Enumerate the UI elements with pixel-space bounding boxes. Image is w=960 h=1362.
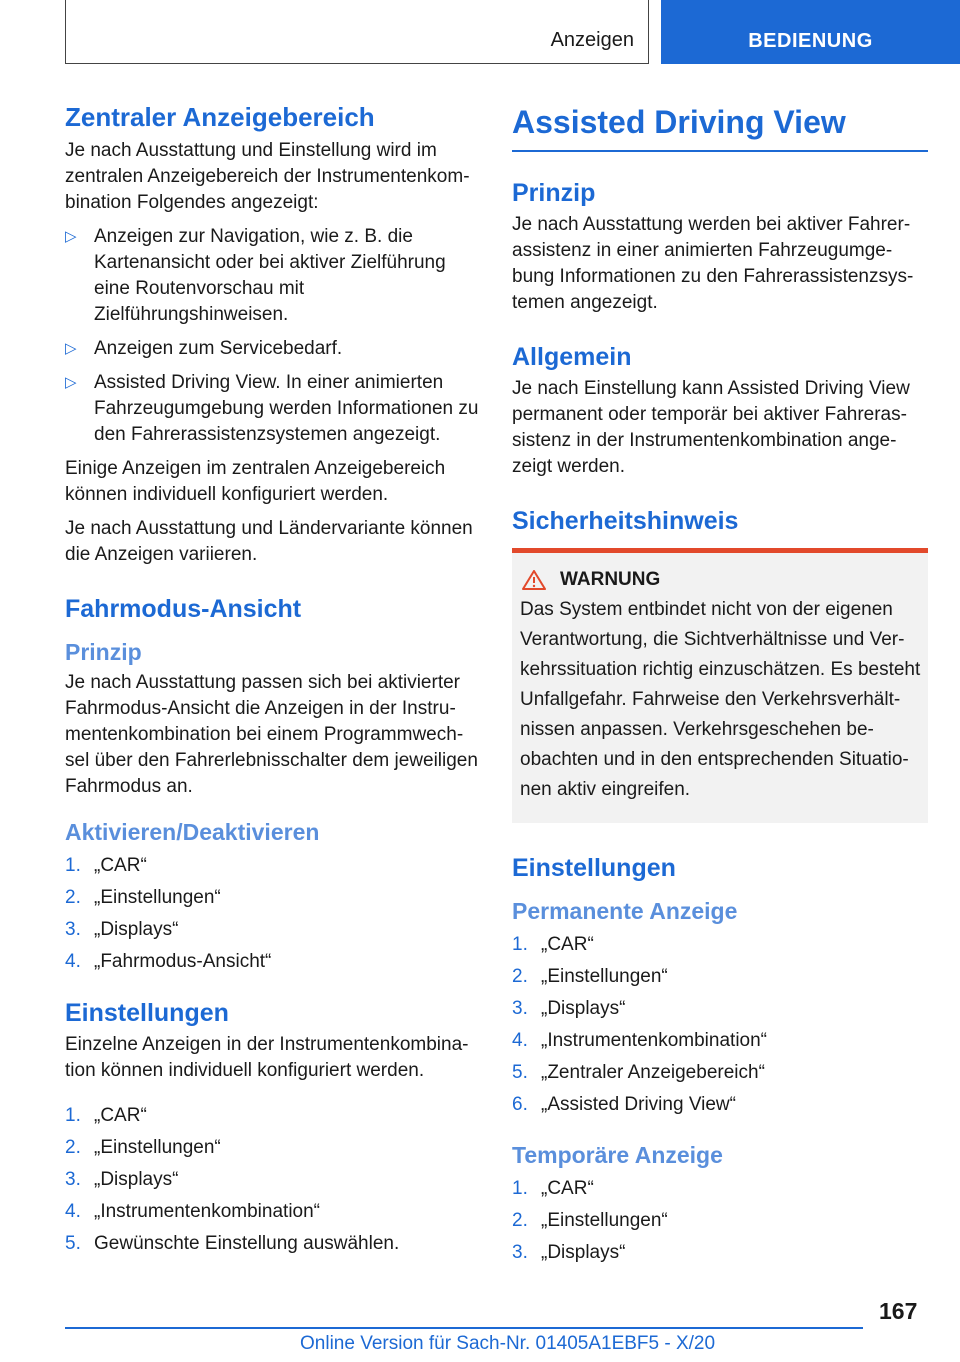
footer-online-version: Online Version für Sach-Nr. 01405A1EBF5 - X/20: [300, 1333, 716, 1354]
prinzip-heading-right: Prinzip: [512, 179, 596, 207]
list-item: 3. „Displays“: [512, 998, 626, 1019]
warning-label: WARNUNG: [560, 569, 661, 590]
list-item: 5. Gewünschte Einstellung auswählen.: [65, 1233, 400, 1254]
einstellungen-heading-right: Einstellungen: [512, 854, 676, 882]
aktivieren-steps: [65, 850, 480, 978]
list-item: 2. „Einstellungen“: [512, 1210, 668, 1231]
list-item: ▷ Anzeigen zum Servicebedarf.: [65, 336, 480, 362]
list-item: 4. „Fahrmodus-Ansicht“: [65, 951, 272, 972]
list-item: 6. „Assisted Driving View“: [512, 1094, 736, 1115]
list-item: 1. „CAR“: [512, 1178, 594, 1199]
einstellungen-text: Einzelne Anzeigen in der Instrumentenkombination können individuell konfiguriert werden.: [65, 1034, 469, 1081]
adv-heading: Assisted Driving View: [512, 100, 928, 152]
page-number: 167: [879, 1298, 918, 1324]
list-item: 3. „Displays“: [65, 1169, 179, 1190]
warning-box: [512, 548, 928, 823]
list-item: 2. „Einstellungen“: [512, 966, 668, 987]
aktivieren-heading: Aktivieren/Deaktivieren: [65, 819, 320, 845]
permanent-heading: Permanente Anzeige: [512, 898, 738, 924]
zentral-paragraph-2: Einige Anzeigen im zentralen Anzeigebereich können individuell konfiguriert werden.: [65, 458, 446, 505]
footer-divider: [65, 1327, 863, 1329]
list-item: 1. „CAR“: [512, 934, 594, 955]
left-column: [65, 100, 480, 1270]
list-item: 1. „CAR“: [65, 1105, 147, 1126]
zentral-bullet-list: [65, 224, 480, 448]
warning-title: [520, 569, 922, 591]
warning-triangle-icon: [522, 570, 546, 590]
list-item: 3. „Displays“: [512, 1242, 626, 1263]
header-section-title: Anzeigen: [550, 29, 634, 51]
permanent-steps: [512, 929, 928, 1121]
zentral-intro: Je nach Ausstattung und Einstellung wird im zentralen Anzeigebereich der Instrumentenkombination Folgendes angezeigt:: [65, 140, 470, 213]
list-item: 1. „CAR“: [65, 855, 147, 876]
right-column: [512, 100, 928, 1279]
list-item: 2. „Einstellungen“: [65, 887, 221, 908]
warning-text: Das System entbindet nicht von der eigenen Verantwortung, die Sichtverhältnisse und Verkehrssituation richtig einzuschätzen. Es besteht Unfallgefahr. Fahrweise den Verkehrsverhältnissen anpassen. Verkehrsgeschehen beobachten und in den entsprechenden Situationen aktiv eingreifen.: [520, 599, 921, 800]
temporaer-heading: Temporäre Anzeige: [512, 1142, 723, 1168]
allgemein-heading: Allgemein: [512, 343, 632, 371]
list-item: 3. „Displays“: [65, 919, 179, 940]
list-item: 5. „Zentraler Anzeigebereich“: [512, 1062, 765, 1083]
header-chapter-tab: BEDIENUNG: [661, 0, 960, 64]
fahrmodus-heading: Fahrmodus-Ansicht: [65, 595, 302, 623]
triangle-bullet-icon: ▷: [65, 374, 77, 391]
list-item: 4. „Instrumentenkombination“: [512, 1030, 767, 1051]
zentral-heading: Zentraler Anzeigebereich: [65, 102, 375, 132]
triangle-bullet-icon: ▷: [65, 340, 77, 357]
sicherheit-heading: Sicherheitshinweis: [512, 507, 739, 535]
allgemein-text: Je nach Einstellung kann Assisted Driving View permanent oder temporär bei aktiver Fahrerassistenz in der Instrumentenkombination angezeigt werden.: [512, 378, 910, 477]
prinzip-heading: Prinzip: [65, 639, 142, 665]
list-item: ▷ Anzeigen zur Navigation, wie z. B. die Kartenansicht oder bei aktiver Zielführung eine Routenvorschau mit Zielführungshinweisen.: [65, 226, 446, 325]
prinzip-text: Je nach Ausstattung passen sich bei aktivierter Fahrmodus-Ansicht die Anzeigen in der Instrumentenkombination bei einem Programmwechsel über den Fahrerlebnisschalter dem jeweiligen Fahrmodus an.: [65, 672, 478, 797]
list-item: 4. „Instrumentenkombination“: [65, 1201, 320, 1222]
einstellungen-heading-left: Einstellungen: [65, 999, 229, 1027]
triangle-bullet-icon: ▷: [65, 228, 77, 245]
zentral-paragraph-3: Je nach Ausstattung und Ländervariante können die Anzeigen variieren.: [65, 518, 473, 565]
list-item: 2. „Einstellungen“: [65, 1137, 221, 1158]
einstellungen-steps: [65, 1100, 480, 1260]
temporaer-steps: [512, 1173, 928, 1269]
prinzip-text-right: Je nach Ausstattung werden bei aktiver Fahrerassistenz in einer animierten Fahrzeugumgebung Informationen zu den Fahrerassistenzsystemen angezeigt.: [512, 214, 914, 313]
list-item: ▷ Assisted Driving View. In einer animierten Fahrzeugumgebung werden Informationen zu den Fahrerassistenzsystemen angezeigt.: [65, 372, 479, 445]
